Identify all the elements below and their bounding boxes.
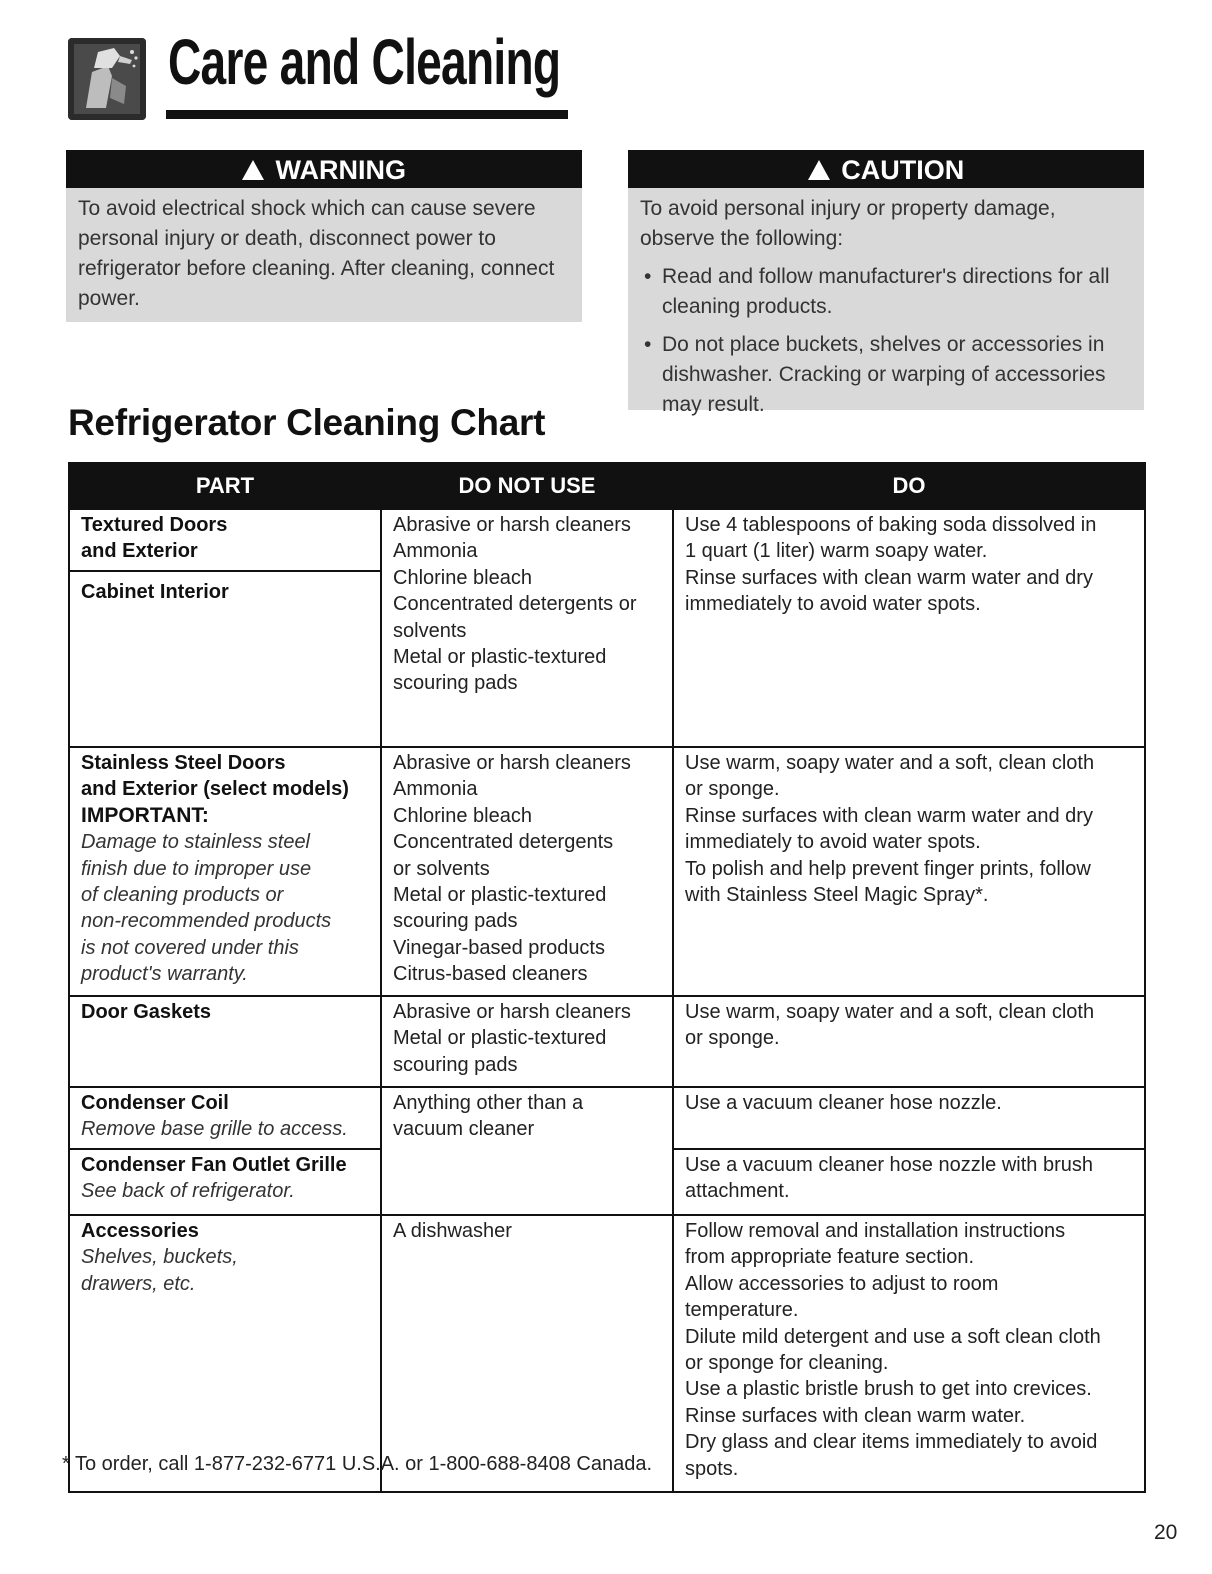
caution-box xyxy=(628,150,1144,416)
caution-bullet: • Read and follow manufacturer's directions for all cleaning products. xyxy=(640,262,1132,322)
chart-title: Refrigerator Cleaning Chart xyxy=(68,402,546,443)
table-row xyxy=(69,509,1145,747)
do-not-use-line: Abrasive or harsh cleaners xyxy=(393,752,631,774)
do-not-use-line: Concentrated detergents or xyxy=(393,593,637,616)
do-not-use-line: Metal or plastic-textured xyxy=(393,1027,607,1050)
do-not-use-line: Metal or plastic-textured xyxy=(393,884,607,907)
warning-header xyxy=(66,150,582,188)
warning-triangle-icon xyxy=(242,160,264,180)
do-cell xyxy=(673,509,1145,747)
part-cell xyxy=(69,509,381,747)
cleaning-chart-table xyxy=(68,462,1146,1493)
do-not-use-cell xyxy=(381,509,673,747)
part-note-line: of cleaning products or xyxy=(81,884,284,907)
do-not-use-line: Anything other than a xyxy=(393,1092,584,1114)
part-name-line: Accessories xyxy=(81,1220,199,1242)
do-not-use-line: or solvents xyxy=(393,857,490,880)
table-row xyxy=(69,1215,1145,1492)
do-not-use-line: Abrasive or harsh cleaners xyxy=(393,514,631,536)
part-note-line: See back of refrigerator. xyxy=(81,1180,295,1203)
important-label: IMPORTANT: xyxy=(81,803,209,827)
part-cell xyxy=(69,1215,381,1492)
do-not-use-line: scouring pads xyxy=(393,672,518,695)
do-not-use-line: Ammonia xyxy=(393,778,478,801)
do-line: spots. xyxy=(685,1457,739,1480)
do-line: or sponge. xyxy=(685,1027,780,1050)
title-underline xyxy=(166,110,568,119)
do-line: Dilute mild detergent and use a soft clean cloth xyxy=(685,1325,1101,1348)
do-not-use-line: Ammonia xyxy=(393,540,478,563)
do-line: Use warm, soapy water and a soft, clean cloth xyxy=(685,1001,1095,1023)
do-line: from appropriate feature section. xyxy=(685,1246,975,1269)
do-not-use-line: Concentrated detergents xyxy=(393,831,614,854)
part-note-line: drawers, etc. xyxy=(81,1272,196,1295)
do-cell xyxy=(673,747,1145,996)
caution-header xyxy=(628,150,1144,188)
do-line: Use 4 tablespoons of baking soda dissolved in xyxy=(685,514,1097,536)
do-cell xyxy=(673,1215,1145,1492)
do-line: or sponge for cleaning. xyxy=(685,1352,889,1375)
table-header-row xyxy=(69,463,1145,509)
part-name-line: Door Gaskets xyxy=(81,1001,212,1023)
column-header-part: PART xyxy=(69,463,381,509)
page-title: Care and Cleaning xyxy=(168,26,561,98)
do-cell xyxy=(673,996,1145,1087)
do-not-use-cell xyxy=(381,747,673,996)
do-line: Rinse surfaces with clean warm water and dry xyxy=(685,804,1093,827)
do-line: or sponge. xyxy=(685,778,780,801)
do-line: Rinse surfaces with clean warm water and dry xyxy=(685,566,1093,589)
part-note-line: product's warranty. xyxy=(81,963,248,986)
part-note-line: Remove base grille to access. xyxy=(81,1118,348,1141)
do-line: To polish and help prevent finger prints, follow xyxy=(685,857,1091,880)
do-cell xyxy=(673,1087,1145,1149)
do-line: immediately to avoid water spots. xyxy=(685,831,981,854)
do-not-use-line: Abrasive or harsh cleaners xyxy=(393,1001,631,1023)
do-line: Dry glass and clear items immediately to avoid xyxy=(685,1431,1098,1454)
do-not-use-line: scouring pads xyxy=(393,1053,518,1076)
part-name-line: Cabinet Interior xyxy=(81,580,229,603)
warning-box xyxy=(66,150,582,322)
do-line: immediately to avoid water spots. xyxy=(685,593,981,616)
warning-label: WARNING xyxy=(275,155,406,185)
column-header-do-not-use: DO NOT USE xyxy=(381,463,673,509)
do-line: temperature. xyxy=(685,1299,799,1322)
table-row xyxy=(69,747,1145,996)
order-footnote: * To order, call 1-877-232-6771 U.S.A. or 1-800-688-8408 Canada. xyxy=(62,1453,653,1475)
do-not-use-line: Metal or plastic-textured xyxy=(393,646,607,669)
do-line: Allow accessories to adjust to room xyxy=(685,1272,999,1295)
spray-bottle-icon xyxy=(68,38,146,120)
part-name-line: Condenser Fan Outlet Grille xyxy=(81,1154,347,1176)
do-not-use-line: A dishwasher xyxy=(393,1220,512,1242)
part-note-line: finish due to improper use xyxy=(81,857,312,880)
caution-label: CAUTION xyxy=(841,155,965,185)
part-name-line: Textured Doors xyxy=(81,514,228,536)
do-line: Follow removal and installation instructions xyxy=(685,1220,1066,1242)
warning-body xyxy=(66,188,582,322)
do-line: Use a vacuum cleaner hose nozzle. xyxy=(685,1092,1002,1114)
part-cell xyxy=(69,1087,381,1149)
caution-bullet: • Do not place buckets, shelves or accessories in dishwasher. Cracking or warping of accessories may result. xyxy=(640,330,1132,420)
page-number: 20 xyxy=(1154,1521,1178,1544)
do-not-use-line: solvents xyxy=(393,619,467,642)
caution-triangle-icon xyxy=(808,160,830,180)
do-not-use-cell xyxy=(381,1087,673,1215)
do-not-use-line: Citrus-based cleaners xyxy=(393,963,588,986)
do-not-use-line: scouring pads xyxy=(393,910,518,933)
caution-intro: To avoid personal injury or property damage, observe the following: xyxy=(640,197,1056,250)
part-name-line: and Exterior xyxy=(81,540,198,563)
caution-body xyxy=(628,188,1144,416)
caution-list xyxy=(640,262,1132,420)
table-row xyxy=(69,996,1145,1087)
part-cell xyxy=(69,747,381,996)
do-not-use-cell xyxy=(381,996,673,1087)
do-line: with Stainless Steel Magic Spray*. xyxy=(685,884,989,907)
do-line: Use a vacuum cleaner hose nozzle with brush xyxy=(685,1154,1093,1176)
part-note-line: is not covered under this xyxy=(81,936,299,959)
do-line: Rinse surfaces with clean warm water. xyxy=(685,1404,1026,1427)
do-line: Use a plastic bristle brush to get into crevices. xyxy=(685,1378,1092,1401)
do-not-use-line: vacuum cleaner xyxy=(393,1118,535,1141)
part-name-line: and Exterior (select models) xyxy=(81,778,349,801)
part-note-line: Damage to stainless steel xyxy=(81,831,311,854)
part-name-line: Stainless Steel Doors xyxy=(81,752,286,774)
part-cell xyxy=(69,1149,381,1215)
do-line: attachment. xyxy=(685,1180,790,1203)
do-not-use-cell xyxy=(381,1215,673,1492)
do-line: 1 quart (1 liter) warm soapy water. xyxy=(685,540,988,563)
do-line: Use warm, soapy water and a soft, clean cloth xyxy=(685,752,1095,774)
column-header-do: DO xyxy=(673,463,1145,509)
part-note-line: non-recommended products xyxy=(81,910,332,933)
part-name-line: Condenser Coil xyxy=(81,1092,229,1114)
do-cell xyxy=(673,1149,1145,1215)
table-row xyxy=(69,1087,1145,1149)
do-not-use-line: Chlorine bleach xyxy=(393,804,532,827)
do-not-use-line: Chlorine bleach xyxy=(393,566,532,589)
do-not-use-line: Vinegar-based products xyxy=(393,936,605,959)
part-note-line: Shelves, buckets, xyxy=(81,1246,238,1269)
part-cell xyxy=(69,996,381,1087)
warning-text: To avoid electrical shock which can cause severe personal injury or death, disconnect power to refrigerator before cleaning. After cleaning, connect power. xyxy=(78,197,555,310)
